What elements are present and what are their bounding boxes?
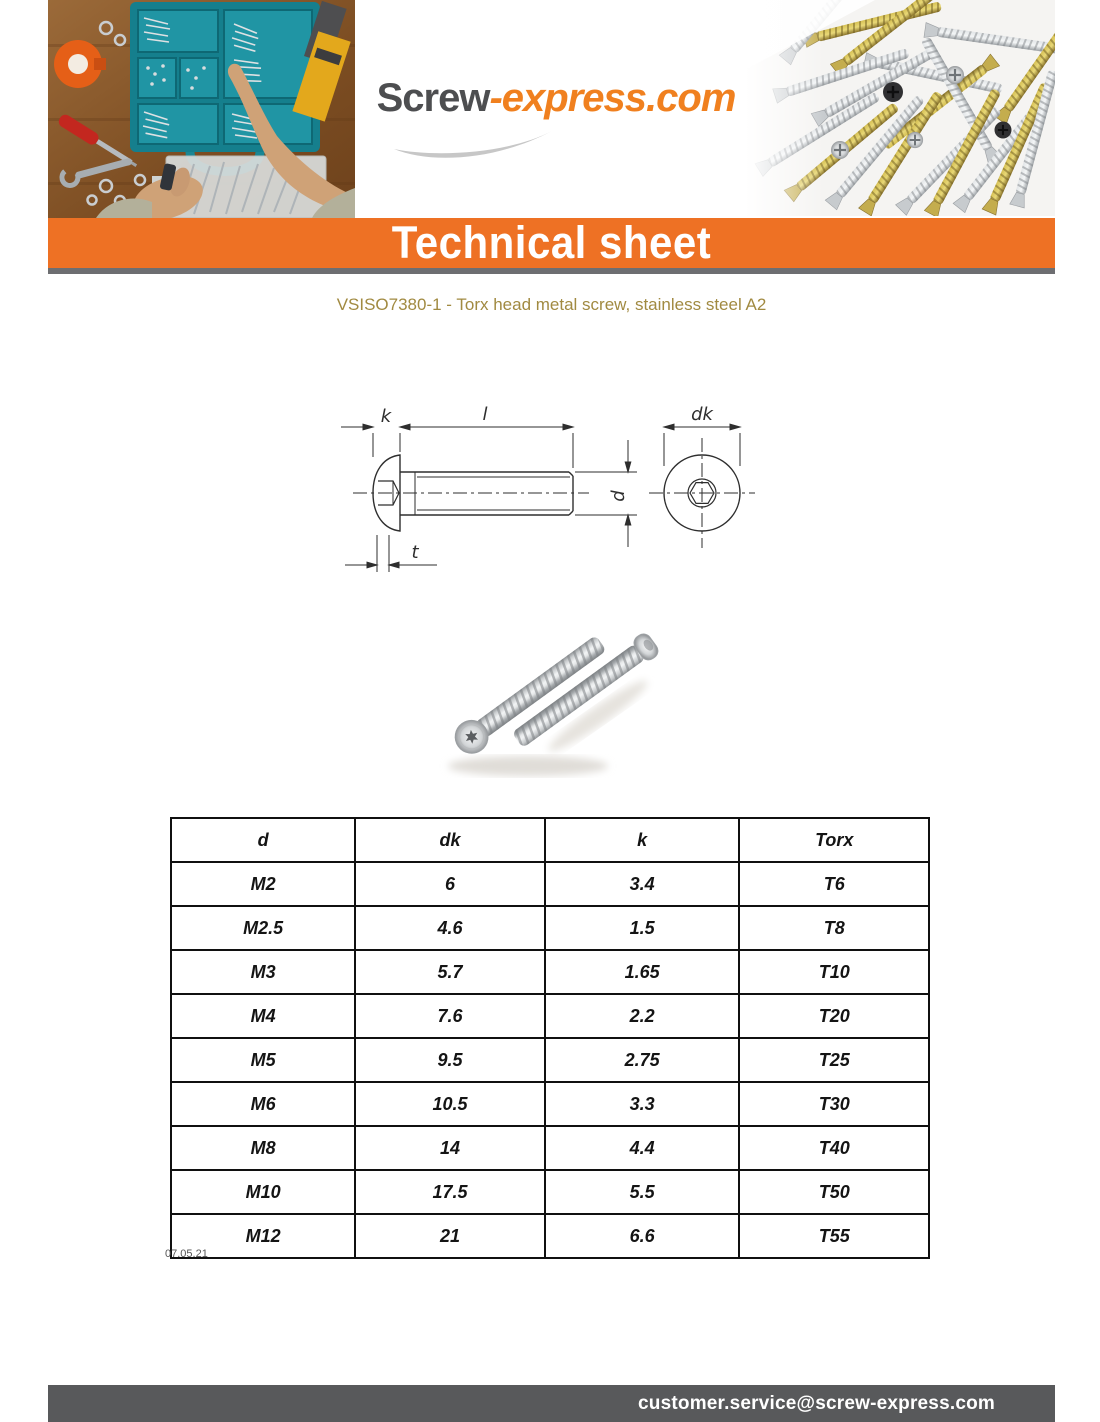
table-cell: M5 [171, 1038, 355, 1082]
product-photo [418, 606, 688, 796]
table-cell: M12 [171, 1214, 355, 1258]
table-row [171, 1082, 929, 1126]
table-row [171, 1170, 929, 1214]
table-cell: 5.7 [355, 950, 545, 994]
col-header-dk: dk [355, 818, 545, 862]
table-cell: T8 [739, 906, 929, 950]
product-subtitle: VSISO7380-1 - Torx head metal screw, stainless steel A2 [336, 295, 767, 314]
table-row [171, 1038, 929, 1082]
table-cell: 1.5 [545, 906, 740, 950]
table-row [171, 950, 929, 994]
table-header-row [171, 818, 929, 862]
table-cell: 14 [355, 1126, 545, 1170]
table-cell: M3 [171, 950, 355, 994]
table-row [171, 906, 929, 950]
table-cell: 6 [355, 862, 545, 906]
table-cell: T30 [739, 1082, 929, 1126]
workbench-photo [48, 0, 355, 218]
dim-label-l: l [482, 404, 488, 425]
table-cell: T10 [739, 950, 929, 994]
screw-front-view [649, 438, 755, 548]
table-cell: M10 [171, 1170, 355, 1214]
table-body [171, 862, 929, 1258]
footer-bar [48, 1385, 1055, 1422]
table-row [171, 994, 929, 1038]
table-row [171, 1126, 929, 1170]
table-cell: M4 [171, 994, 355, 1038]
table-cell: 3.4 [545, 862, 740, 906]
table-cell: T55 [739, 1214, 929, 1258]
table-cell: 6.6 [545, 1214, 740, 1258]
table-cell: 4.6 [355, 906, 545, 950]
dim-label-t: t [411, 542, 419, 563]
table-cell: 21 [355, 1214, 545, 1258]
table-cell: 17.5 [355, 1170, 545, 1214]
table-cell: T6 [739, 862, 929, 906]
table-cell: 10.5 [355, 1082, 545, 1126]
table-cell: T50 [739, 1170, 929, 1214]
organizer-box [130, 2, 320, 172]
technical-drawing [325, 378, 795, 608]
table-cell: 2.75 [545, 1038, 740, 1082]
table-row [171, 862, 929, 906]
logo-text-screw: Screw [376, 76, 490, 120]
table-row [171, 1214, 929, 1258]
logo-swoosh-icon [390, 122, 560, 162]
page-title: Technical sheet [391, 217, 712, 268]
date-label: 07.05.21 [165, 1248, 208, 1260]
col-header-d: d [171, 818, 355, 862]
table-cell: 5.5 [545, 1170, 740, 1214]
table-cell: 9.5 [355, 1038, 545, 1082]
table-cell: 4.4 [545, 1126, 740, 1170]
logo [360, 78, 752, 118]
dimension-lines [341, 424, 740, 572]
table-cell: 3.3 [545, 1082, 740, 1126]
spec-table [170, 817, 930, 1259]
table-cell: M6 [171, 1082, 355, 1126]
contact-email: customer.service@screw-express.com [638, 1393, 995, 1414]
table-cell: T25 [739, 1038, 929, 1082]
banner-shadow-strip [48, 268, 1055, 274]
table-cell: M8 [171, 1126, 355, 1170]
table-cell: 1.65 [545, 950, 740, 994]
screw-pile-photo [745, 0, 1055, 216]
table-cell: T20 [739, 994, 929, 1038]
col-header-k: k [545, 818, 740, 862]
table-cell: T40 [739, 1126, 929, 1170]
dim-label-d: d [608, 490, 629, 502]
table-cell: 2.2 [545, 994, 740, 1038]
dim-label-dk: dk [691, 404, 713, 425]
table-cell: M2 [171, 862, 355, 906]
col-header-torx: Torx [739, 818, 929, 862]
dim-label-k: k [380, 406, 392, 427]
table-cell: M2.5 [171, 906, 355, 950]
table-cell: 7.6 [355, 994, 545, 1038]
title-banner [48, 218, 1055, 268]
logo-text-express: -express.com [489, 76, 736, 120]
